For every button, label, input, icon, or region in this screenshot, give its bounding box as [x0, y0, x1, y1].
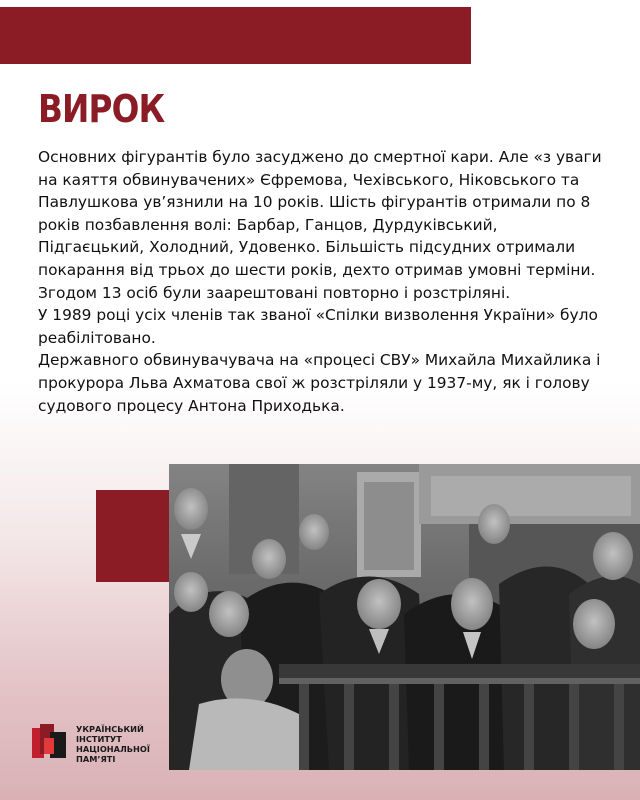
article-body	[38, 146, 608, 417]
institute-name-line-4: ПАМ’ЯТІ	[76, 754, 116, 764]
courtroom-photo	[169, 464, 640, 770]
uinp-logo-icon	[30, 722, 70, 762]
institute-name-line-3: НАЦІОНАЛЬНОЇ	[76, 744, 150, 754]
article-paragraph-1: Основних фігурантів було засуджено до смертної кари. Але «з уваги на каяття обвинувачених» Єфремова, Чехівського, Ніковського та Павлушкова ув’язнили на 10 років. Шість фігурантів отримали по 8 років позбавлення волі: Барбар, Ганцов, Дурдуківський, Підгаєцький, Холодний, Удовенко. Більшість підсудних отримали покарання від трьох до шести років, дехто отримав умовні терміни. Згодом 13 осіб були заарештовані повторно і розстріляні.	[38, 148, 602, 302]
institute-name	[76, 724, 172, 764]
article-paragraph-3: Державного обвинувачувача на «процесі СВУ» Михайла Михайлика і прокурора Льва Ахматова свої ж розстріляли у 1937-му, як і голову судового процесу Антона Приходька.	[38, 351, 601, 415]
courtroom-photo-illustration	[169, 464, 640, 770]
institute-name-line-2: ІНСТИТУТ	[76, 734, 122, 744]
institute-name-line-1: УКРАЇНСЬКИЙ	[76, 724, 144, 734]
page-title: ВИРОК	[38, 87, 165, 131]
top-accent-bar	[0, 7, 471, 64]
article-paragraph-2: У 1989 році усіх членів так званої «Спілки визволення України» було реабілітовано.	[38, 306, 598, 347]
